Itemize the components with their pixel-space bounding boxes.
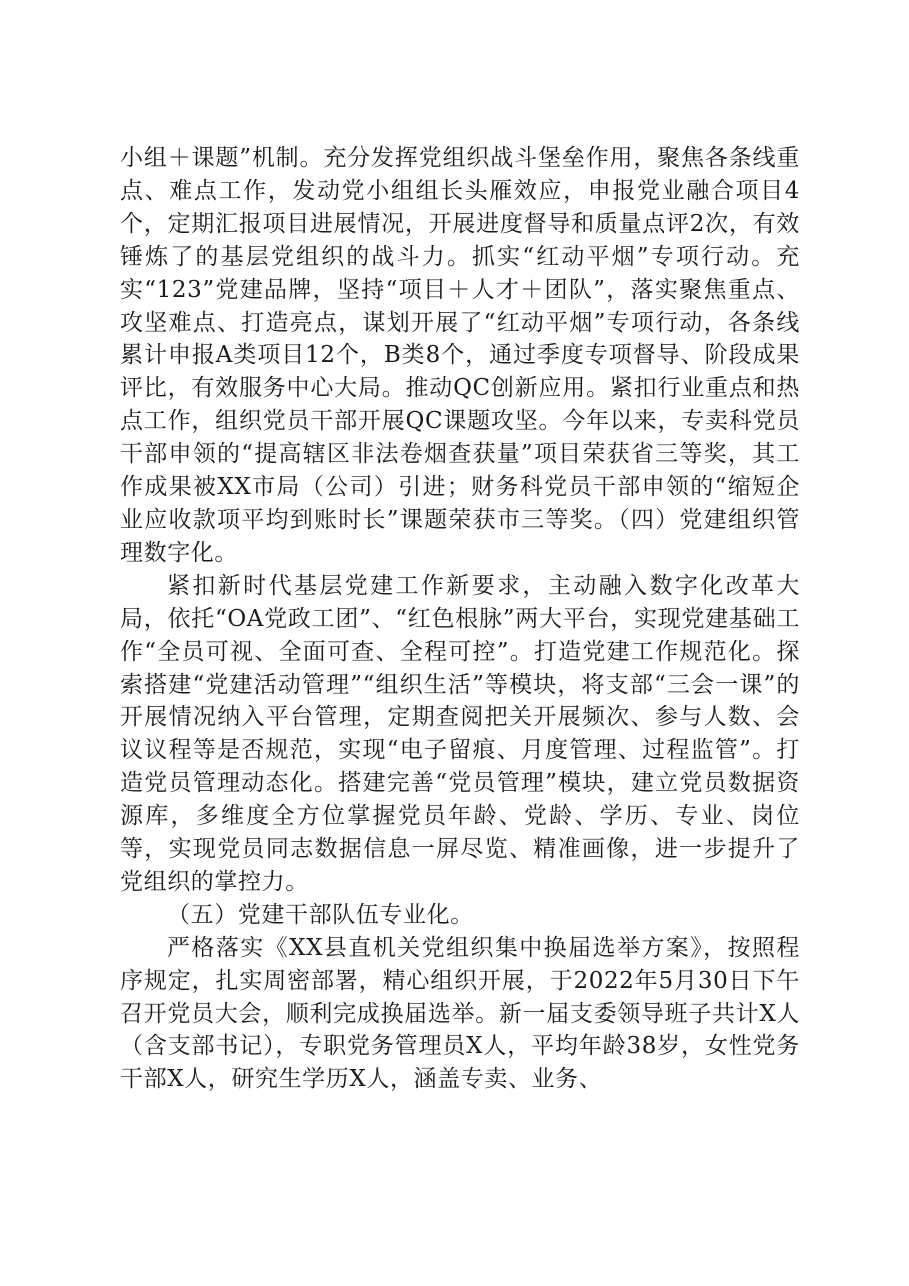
paragraph-continuation: 小组＋课题”机制。充分发挥党组织战斗堡垒作用，聚焦各条线重点、难点工作，发动党小组组长头雁效应，申报党业融合项目4个，定期汇报项目进展情况，开展进度督导和质量点评2次，有效锤炼了的基层党组织的战斗力。抓实“红动平烟”专项行动。充实“123”党建品牌，坚持“项目＋人才＋团队”，落实聚焦重点、攻坚难点、打造亮点，谋划开展了“红动平烟”专项行动，各条线累计申报A类项目12个，B类8个，通过季度专项督导、阶段成果评比，有效服务中心大局。推动QC创新应用。紧扣行业重点和热点工作，组织党员干部开展QC课题攻坚。今年以来，专卖科党员干部申领的“提高辖区非法卷烟查获量”项目荣获省三等奖，其工作成果被XX市局（公司）引进；财务科党员干部申领的“缩短企业应收款项平均到账时长”课题荣获市三等奖。（四）党建组织管理数字化。 bbox=[120, 145, 800, 566]
paragraph-election: 严格落实《XX县直机关党组织集中换届选举方案》，按照程序规定，扎实周密部署，精心组织开展，于2022年5月30日下午召开党员大会，顺利完成换届选举。新一届支委领导班子共计X人（含支部书记），专职党务管理员X人，平均年龄38岁，女性党务干部X人，研究生学历X人，涵盖专卖、业务、 bbox=[120, 934, 800, 1093]
paragraph-digitalization: 紧扣新时代基层党建工作新要求，主动融入数字化改革大局，依托“OA党政工团”、“红色根脉”两大平台，实现党建基础工作“全员可视、全面可查、全程可控”。打造党建工作规范化。探索搭建“党建活动管理”“组织生活”等模块，将支部“三会一课”的开展情况纳入平台管理，定期查阅把关开展频次、参与人数、会议议程等是否规范，实现“电子留痕、月度管理、过程监管”。打造党员管理动态化。搭建完善“党员管理”模块，建立党员数据资源库，多维度全方位掌握党员年龄、党龄、学历、专业、岗位等，实现党员同志数据信息一屏尽览、精准画像，进一步提升了党组织的掌控力。 bbox=[120, 572, 800, 895]
section-heading-five: （五）党建干部队伍专业化。 bbox=[167, 901, 474, 928]
document-page bbox=[120, 142, 800, 1096]
